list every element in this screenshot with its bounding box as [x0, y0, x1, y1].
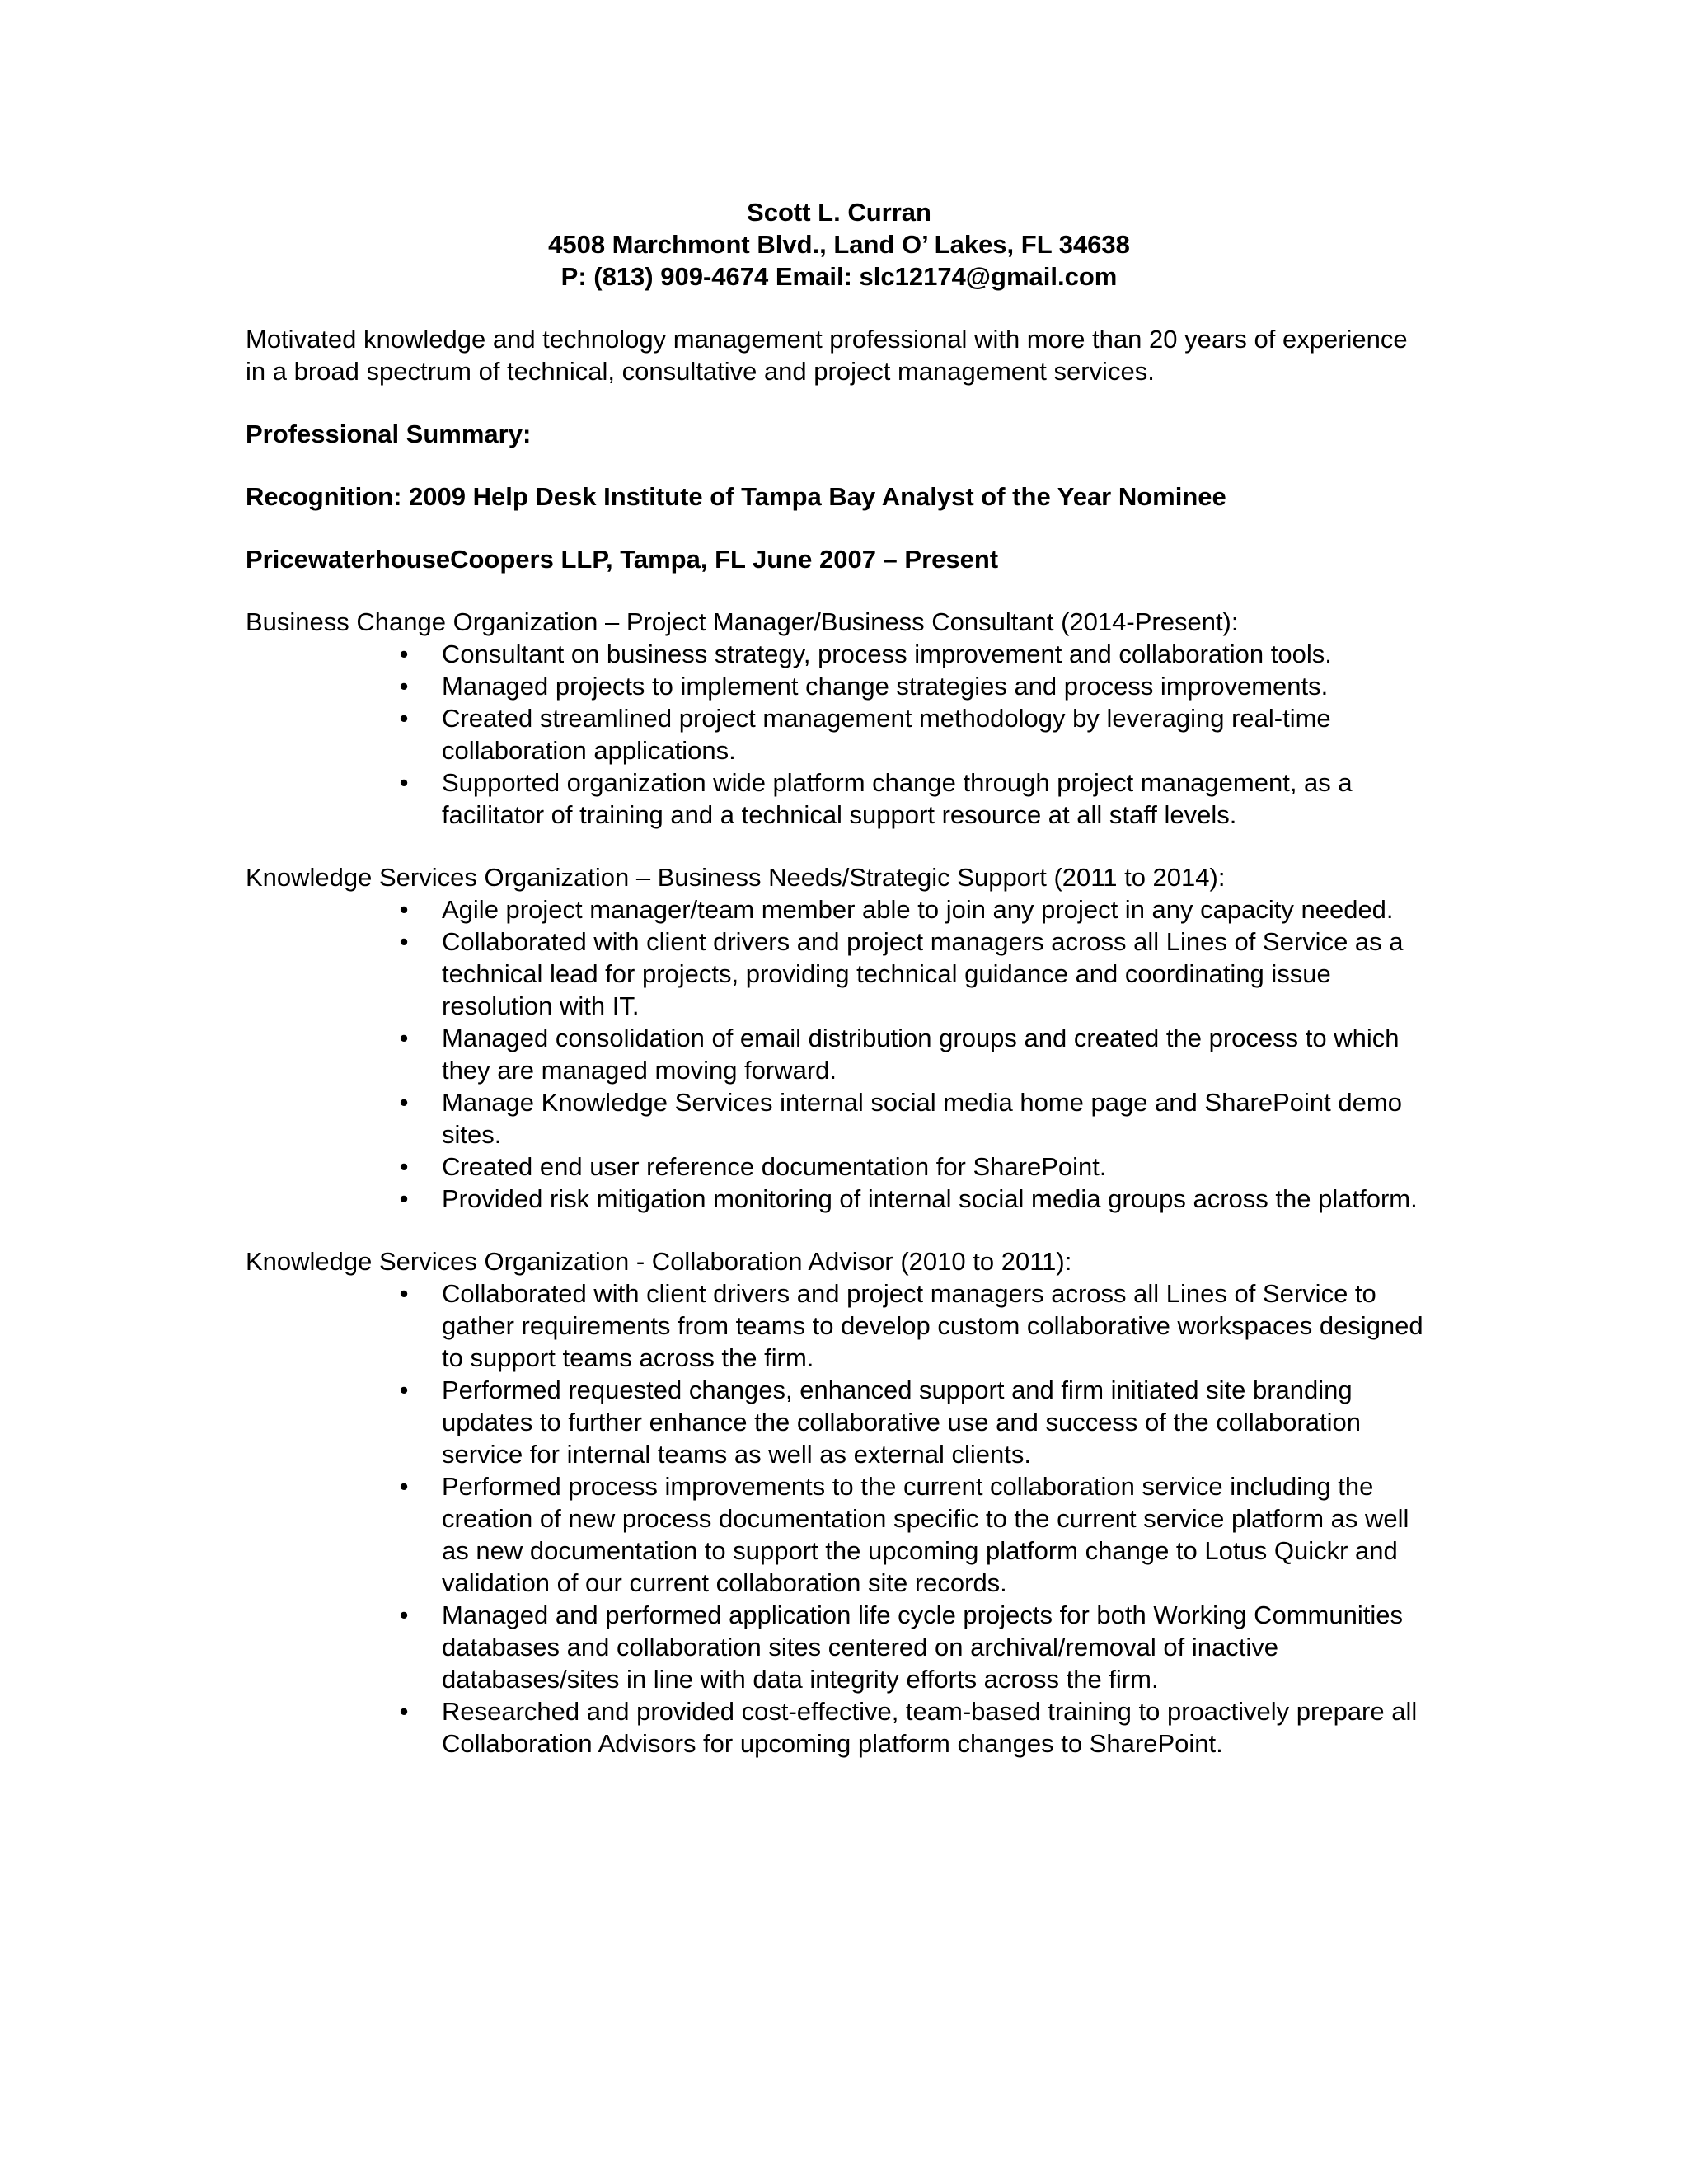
bullet-icon: •: [399, 1376, 409, 1404]
list-item: [399, 1183, 1432, 1215]
intro-paragraph: Motivated knowledge and technology management professional with more than 20 years of experience in a broad spectrum of technical, consultative and project management services.: [246, 325, 1408, 386]
list-item: [399, 638, 1432, 670]
bullet-text: Agile project manager/team member able to join any project in any capacity needed.: [442, 895, 1394, 924]
bullet-icon: •: [399, 1279, 409, 1308]
professional-summary-heading: Professional Summary:: [246, 419, 532, 448]
list-item: [399, 1470, 1432, 1599]
list-item: [399, 670, 1432, 702]
bullet-text: Managed consolidation of email distribution groups and created the process to which they are managed moving forward.: [442, 1024, 1400, 1085]
bullet-text: Manage Knowledge Services internal social media home page and SharePoint demo sites.: [442, 1088, 1402, 1149]
list-item: [399, 1151, 1432, 1183]
list-item: [399, 1086, 1432, 1151]
list-item: [399, 1599, 1432, 1695]
bullet-text: Collaborated with client drivers and project managers across all Lines of Service as a technical lead for projects, providing technical guidance and coordinating issue resolution with IT.: [442, 927, 1404, 1020]
candidate-name: Scott L. Curran: [747, 198, 931, 227]
bullet-text: Supported organization wide platform change through project management, as a facilitator of training and a technical support resource at all staff levels.: [442, 768, 1353, 829]
bullet-text: Created end user reference documentation for SharePoint.: [442, 1152, 1107, 1181]
role-bullet-list: [246, 638, 1432, 831]
bullet-text: Managed and performed application life cycle projects for both Working Communities databases and collaboration sites centered on archival/removal of inactive databases/sites in line with data integrity efforts across the firm.: [442, 1601, 1403, 1694]
employer-line: PricewaterhouseCoopers LLP, Tampa, FL June 2007 – Present: [246, 545, 999, 574]
role-title: Knowledge Services Organization – Business Needs/Strategic Support (2011 to 2014):: [246, 863, 1226, 892]
list-item: [399, 1374, 1432, 1470]
bullet-text: Researched and provided cost-effective, team-based training to proactively prepare all Collaboration Advisors for upcoming platform changes to SharePoint.: [442, 1697, 1418, 1758]
list-item: [399, 893, 1432, 926]
role-title: Business Change Organization – Project Manager/Business Consultant (2014-Present):: [246, 607, 1239, 636]
role-section: [246, 1245, 1432, 1760]
bullet-icon: •: [399, 1601, 409, 1629]
bullet-text: Created streamlined project management methodology by leveraging real-time collaboration applications.: [442, 704, 1331, 765]
list-item: [399, 1277, 1432, 1374]
list-item: [399, 926, 1432, 1022]
bullet-icon: •: [399, 1184, 409, 1213]
role-section: [246, 606, 1432, 831]
resume-page: [246, 196, 1432, 1790]
resume-header: [246, 196, 1432, 293]
role-bullet-list: [246, 1277, 1432, 1760]
candidate-contact: P: (813) 909-4674 Email: slc12174@gmail.com: [560, 262, 1118, 291]
bullet-icon: •: [399, 1697, 409, 1726]
candidate-address: 4508 Marchmont Blvd., Land O’ Lakes, FL 34638: [548, 230, 1130, 259]
bullet-icon: •: [399, 672, 409, 701]
list-item: [399, 1022, 1432, 1086]
bullet-text: Managed projects to implement change strategies and process improvements.: [442, 672, 1329, 701]
bullet-icon: •: [399, 1152, 409, 1181]
recognition-line: Recognition: 2009 Help Desk Institute of Tampa Bay Analyst of the Year Nominee: [246, 482, 1226, 511]
bullet-text: Performed process improvements to the current collaboration service including the creation of new process documentation specific to the current service platform as well as new documentation to support the upcoming platform change to Lotus Quickr and validation of our current collaboration site records.: [442, 1472, 1409, 1597]
list-item: [399, 1695, 1432, 1760]
bullet-icon: •: [399, 1472, 409, 1501]
bullet-text: Collaborated with client drivers and project managers across all Lines of Service to gather requirements from teams to develop custom collaborative workspaces designed to support teams across the firm.: [442, 1279, 1423, 1372]
bullet-icon: •: [399, 895, 409, 924]
role-title: Knowledge Services Organization - Collaboration Advisor (2010 to 2011):: [246, 1247, 1072, 1276]
bullet-text: Provided risk mitigation monitoring of internal social media groups across the platform.: [442, 1184, 1418, 1213]
list-item: [399, 702, 1432, 766]
bullet-icon: •: [399, 768, 409, 797]
list-item: [399, 766, 1432, 831]
bullet-icon: •: [399, 1024, 409, 1052]
role-section: [246, 861, 1432, 1215]
bullet-icon: •: [399, 1088, 409, 1117]
role-bullet-list: [246, 893, 1432, 1215]
bullet-icon: •: [399, 640, 409, 668]
bullet-icon: •: [399, 704, 409, 733]
bullet-text: Consultant on business strategy, process improvement and collaboration tools.: [442, 640, 1332, 668]
bullet-text: Performed requested changes, enhanced support and firm initiated site branding updates to further enhance the collaborative use and success of the collaboration service for internal teams as well as external clients.: [442, 1376, 1362, 1469]
bullet-icon: •: [399, 927, 409, 956]
